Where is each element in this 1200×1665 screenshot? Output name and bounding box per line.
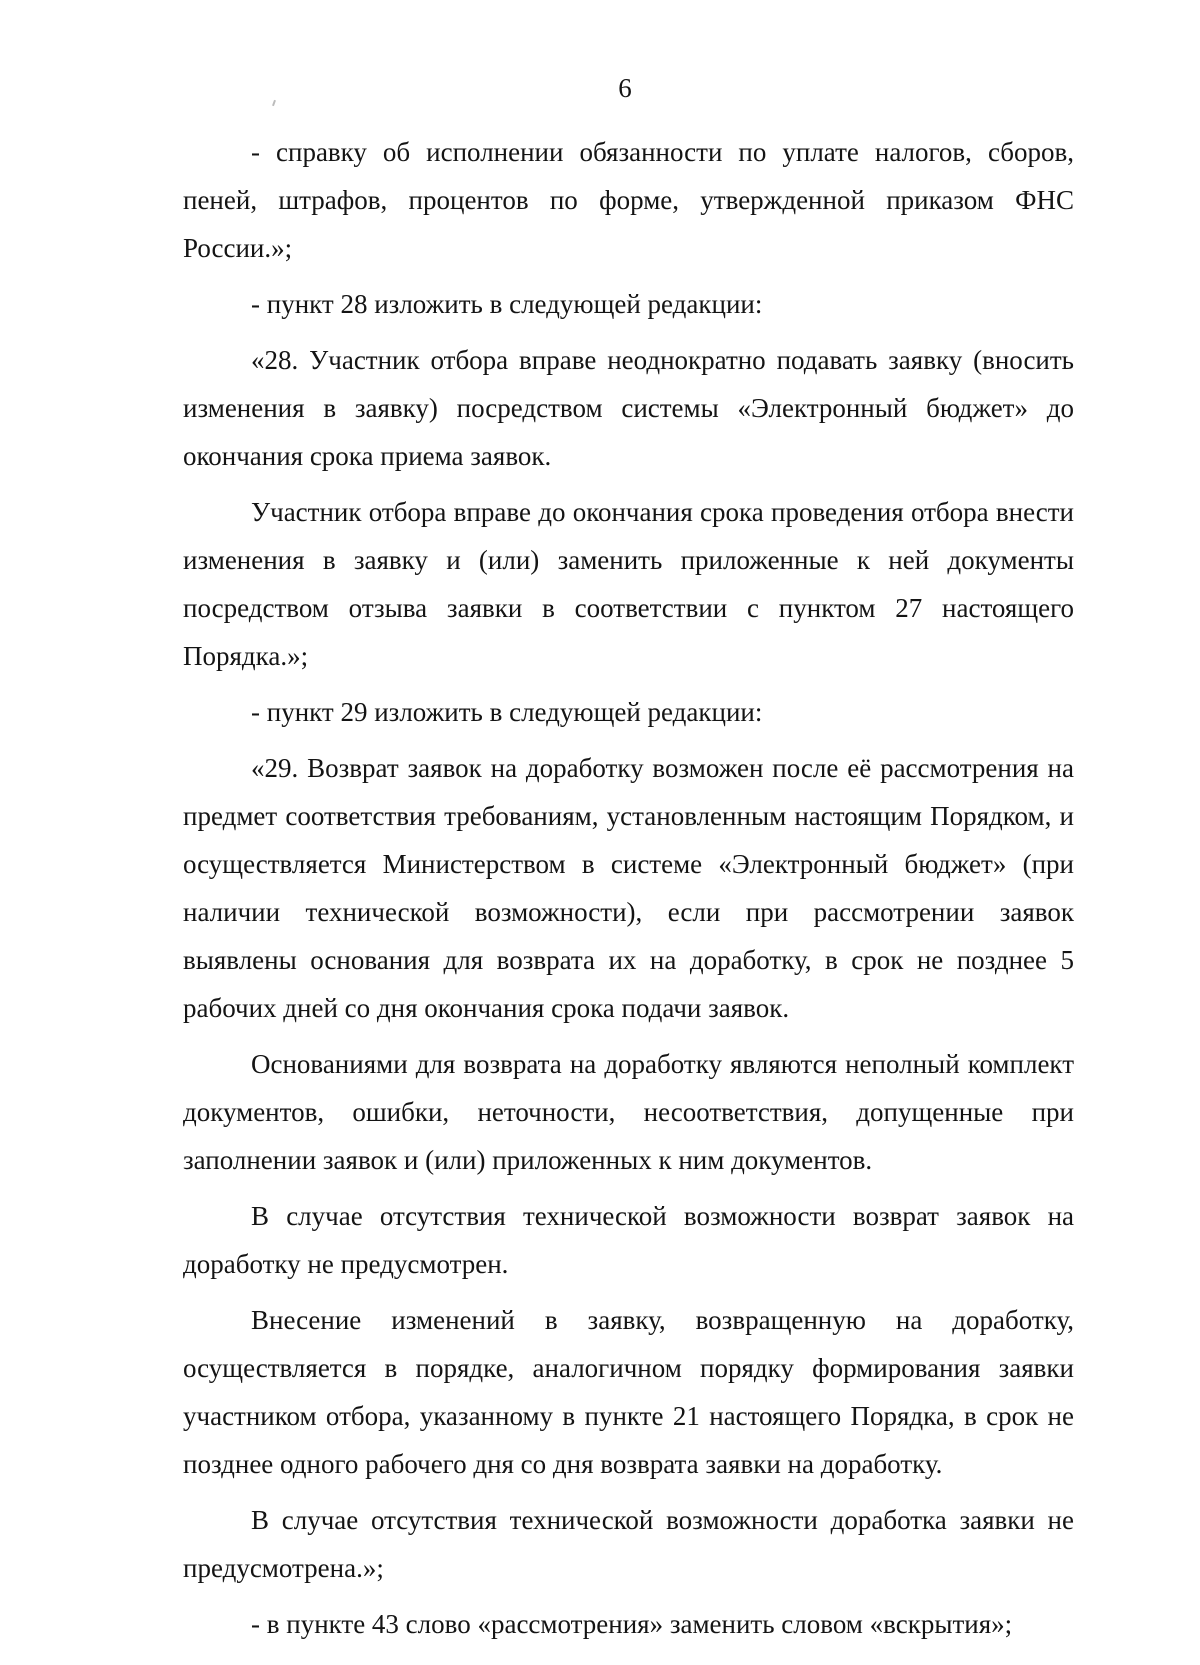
paragraph-return-grounds: Основаниями для возврата на доработку являются неполный комплект документов, ошибки, неточности, несоответствия, допущенные при заполнении заявок и (или) приложенных к ним документов. bbox=[183, 1049, 1074, 1175]
paragraph-tax-certificate: - справку об исполнении обязанности по уплате налогов, сборов, пеней, штрафов, процентов по форме, утвержденной приказом ФНС России.»; bbox=[183, 137, 1074, 263]
paragraph-amendments: Внесение изменений в заявку, возвращенную на доработку, осуществляется в порядке, аналогичном порядку формирования заявки участником отбора, указанному в пункте 21 настоящего Порядка, в срок не позднее одного рабочего дня со дня возврата заявки на доработку. bbox=[183, 1305, 1074, 1479]
paragraph-point-29-text: «29. Возврат заявок на доработку возможен после её рассмотрения на предмет соответствия требованиям, установленным настоящим Порядком, и осуществляется Министерством в системе «Электронный бюджет» (при наличии технической возможности), если при рассмотрении заявок выявлены основания для возврата их на доработку, в срок не позднее 5 рабочих дней со дня окончания срока подачи заявок. bbox=[183, 753, 1074, 1023]
paragraph-point-28-changes: Участник отбора вправе до окончания срока проведения отбора внести изменения в заявку и (или) заменить приложенные к ней документы посредством отзыва заявки в соответствии с пунктом 27 настоящего Порядка.»; bbox=[183, 497, 1074, 671]
paragraph-no-rework: В случае отсутствия технической возможности доработка заявки не предусмотрена.»; bbox=[183, 1505, 1074, 1583]
paragraph-point-28-intro: - пункт 28 изложить в следующей редакции: bbox=[251, 289, 763, 319]
paragraph-no-return: В случае отсутствия технической возможности возврат заявок на доработку не предусмотрен. bbox=[183, 1201, 1074, 1279]
paragraph-point-28-text: «28. Участник отбора вправе неоднократно подавать заявку (вносить изменения в заявку) посредством системы «Электронный бюджет» до окончания срока приема заявок. bbox=[183, 345, 1074, 471]
paragraph-point-29-intro: - пункт 29 изложить в следующей редакции: bbox=[251, 697, 763, 727]
document-body bbox=[183, 128, 1074, 1656]
paragraph-point-43: - в пункте 43 слово «рассмотрения» заменить словом «вскрытия»; bbox=[251, 1609, 1013, 1639]
page-number: 6 bbox=[618, 73, 632, 103]
